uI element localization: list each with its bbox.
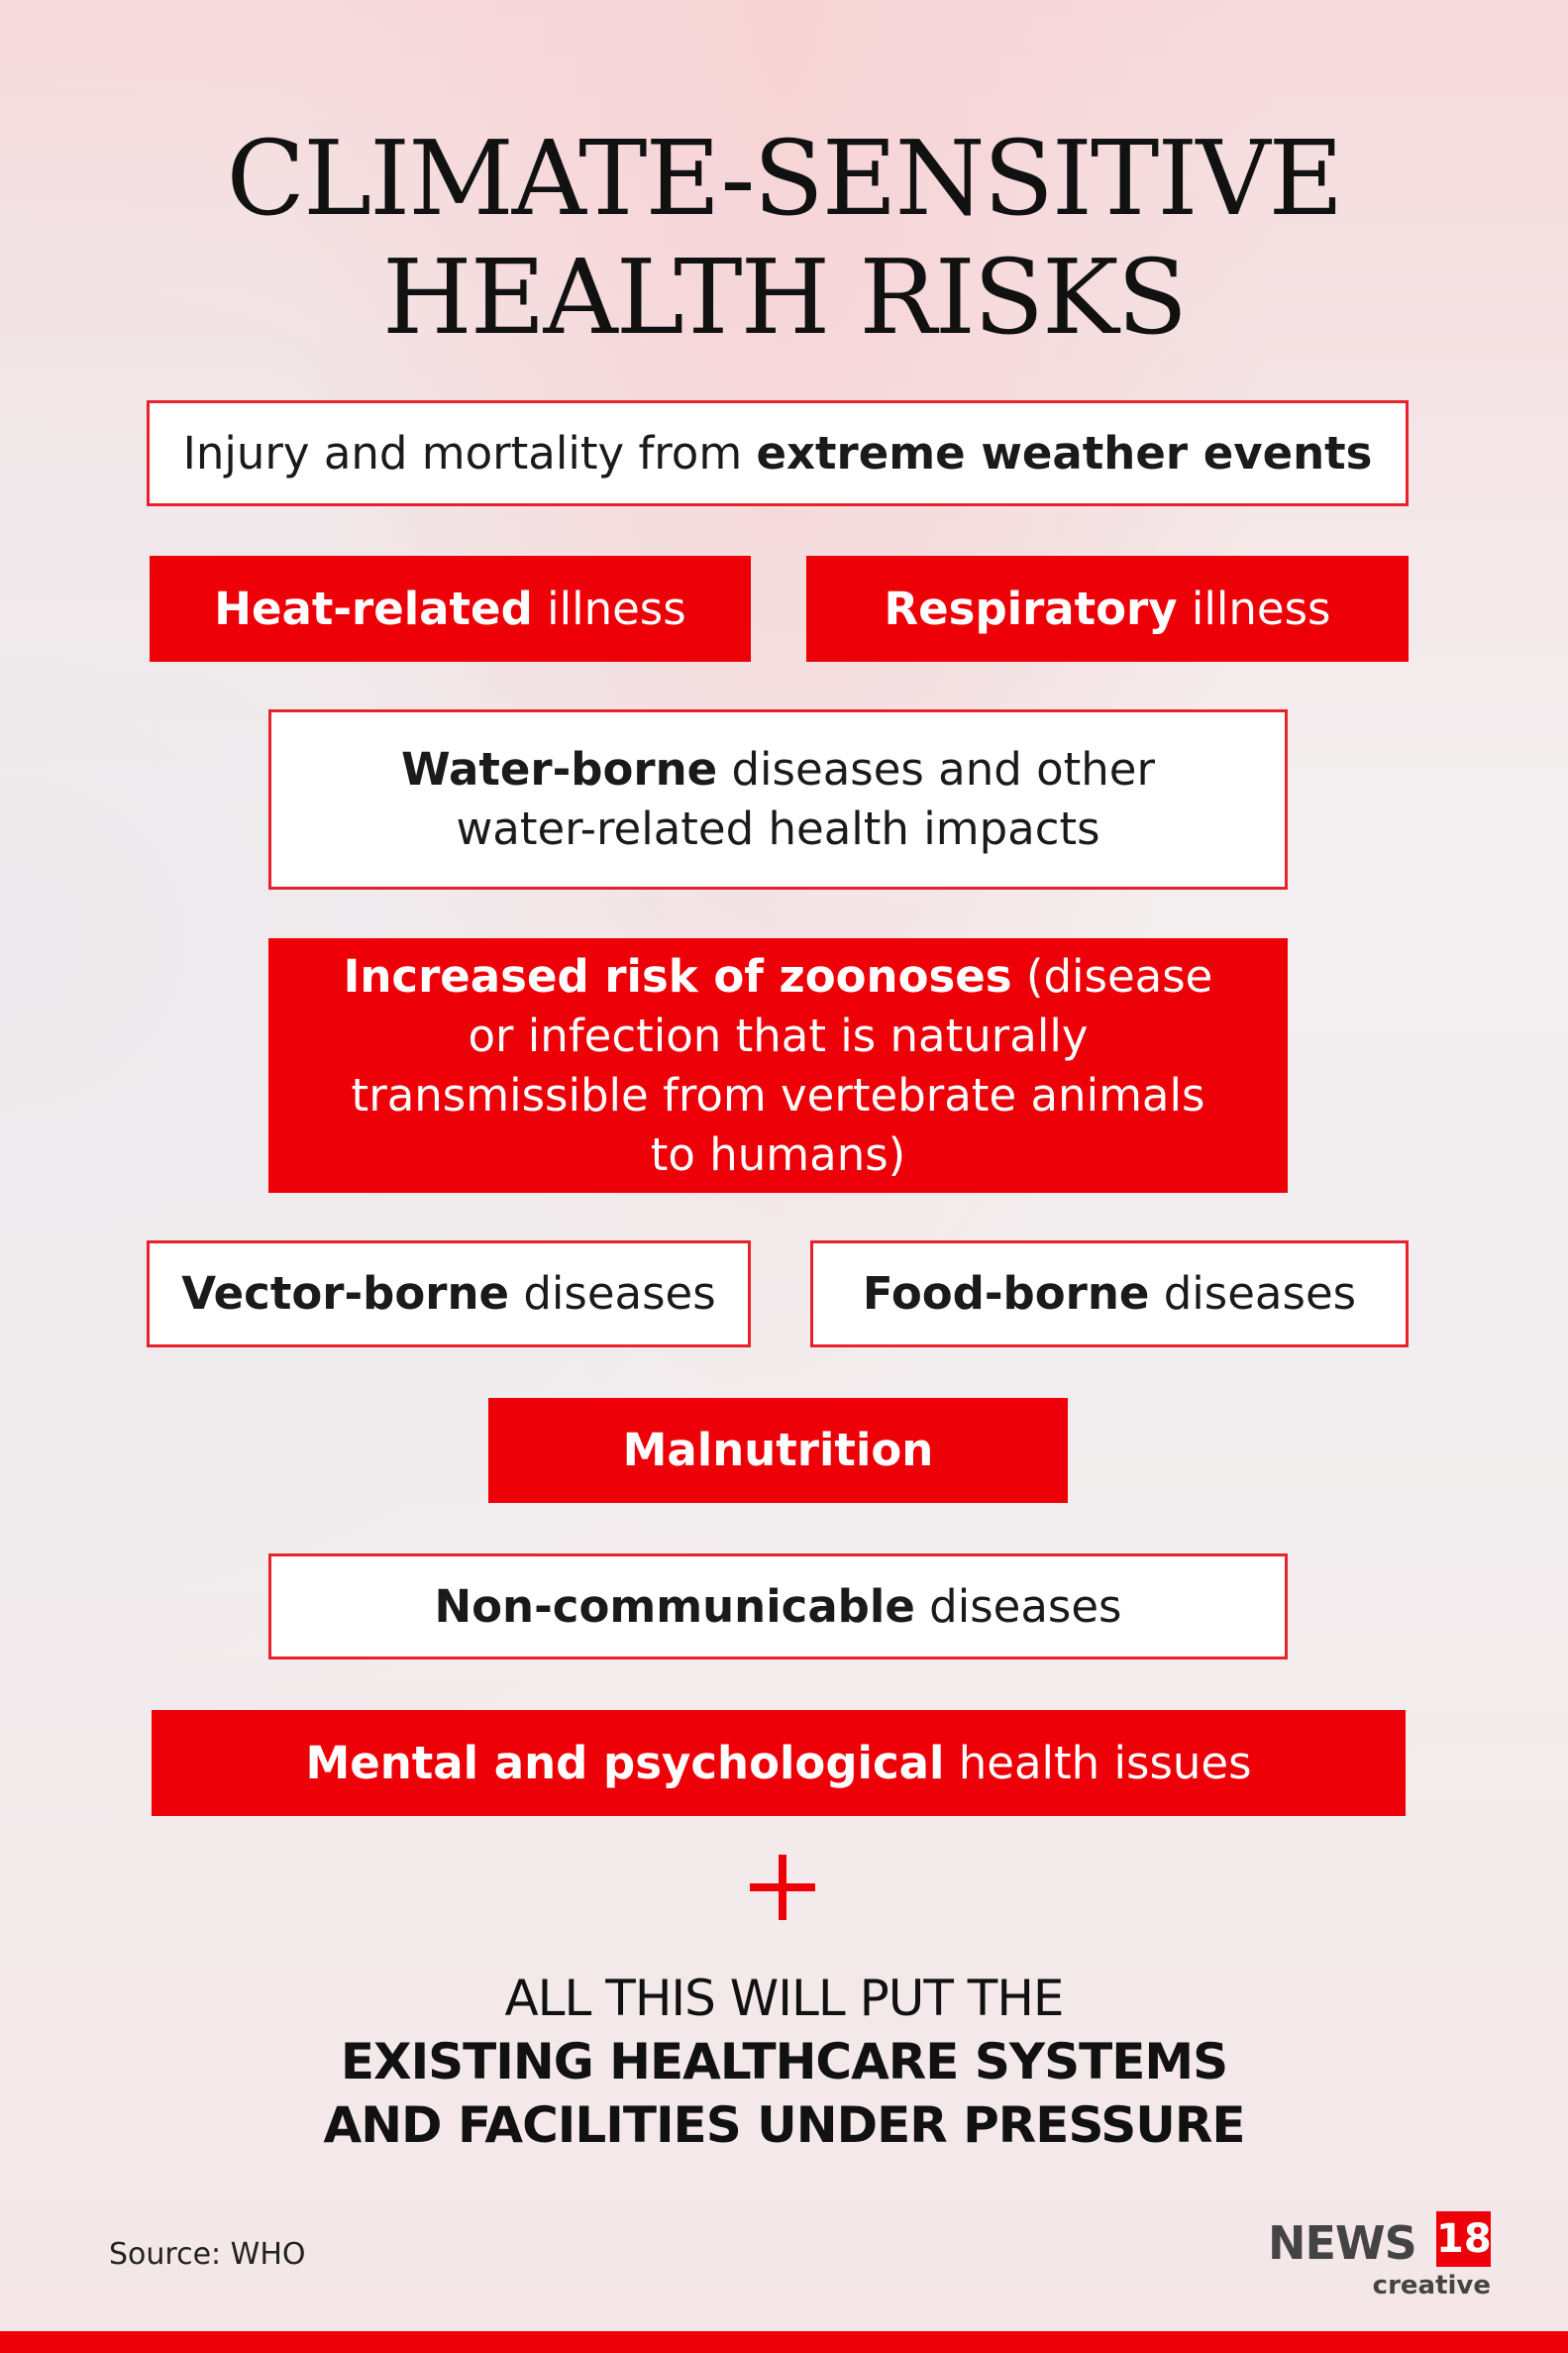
risk-vector-borne [147, 1240, 751, 1347]
bottom-accent-bar [0, 2331, 1568, 2353]
source-credit: Source: WHO [109, 2237, 306, 2272]
risk-text: diseases [914, 1579, 1122, 1633]
risk-zoonoses [268, 938, 1288, 1193]
conclusion [0, 1967, 1568, 2157]
risk-bold: Vector-borne [181, 1267, 510, 1320]
page-title [0, 119, 1568, 357]
risk-heat-related [150, 556, 751, 662]
risk-bold: Water-borne [401, 743, 718, 796]
title-line-2: HEALTH RISKS [382, 237, 1186, 358]
risk-bold: Malnutrition [622, 1424, 934, 1476]
conclusion-line-3: AND FACILITIES UNDER PRESSURE [323, 2096, 1245, 2154]
plus-icon-horizontal [750, 1883, 815, 1891]
risk-bold: Increased risk of zoonoses [343, 949, 1012, 1003]
logo-number: 18 [1436, 2211, 1491, 2267]
conclusion-line-1: ALL THIS WILL PUT THE [504, 1970, 1064, 2027]
risk-bold: extreme weather events [756, 426, 1373, 480]
news18-logo [1268, 2211, 1491, 2306]
risk-bold: Mental and psychological [305, 1736, 945, 1789]
risk-text: illness [1177, 582, 1331, 635]
risk-bold: Heat-related [214, 582, 533, 635]
risk-water-borne [268, 709, 1288, 890]
logo-brand: NEWS [1268, 2216, 1416, 2270]
risk-malnutrition [488, 1398, 1068, 1503]
risk-text: diseases [509, 1267, 716, 1320]
risk-text: Injury and mortality from [182, 426, 757, 480]
risk-extreme-weather [147, 400, 1409, 506]
conclusion-line-2: EXISTING HEALTHCARE SYSTEMS [340, 2033, 1228, 2090]
risk-bold: Non-communicable [434, 1579, 915, 1633]
risk-text: diseases and other water-related health impacts [456, 743, 1155, 855]
risk-bold: Respiratory [884, 582, 1178, 635]
risk-text: (disease or infection that is naturally transmissible from vertebrate animals to humans) [351, 949, 1213, 1181]
risk-mental-health [152, 1710, 1406, 1816]
risk-text: illness [532, 582, 686, 635]
risk-text: diseases [1149, 1267, 1357, 1320]
risk-bold: Food-borne [862, 1267, 1150, 1320]
risk-non-communicable [268, 1553, 1288, 1659]
risk-food-borne [810, 1240, 1409, 1347]
logo-tag: creative [1372, 2271, 1491, 2300]
title-line-1: CLIMATE-SENSITIVE [226, 118, 1342, 239]
risk-text: health issues [944, 1736, 1252, 1789]
risk-respiratory [806, 556, 1409, 662]
